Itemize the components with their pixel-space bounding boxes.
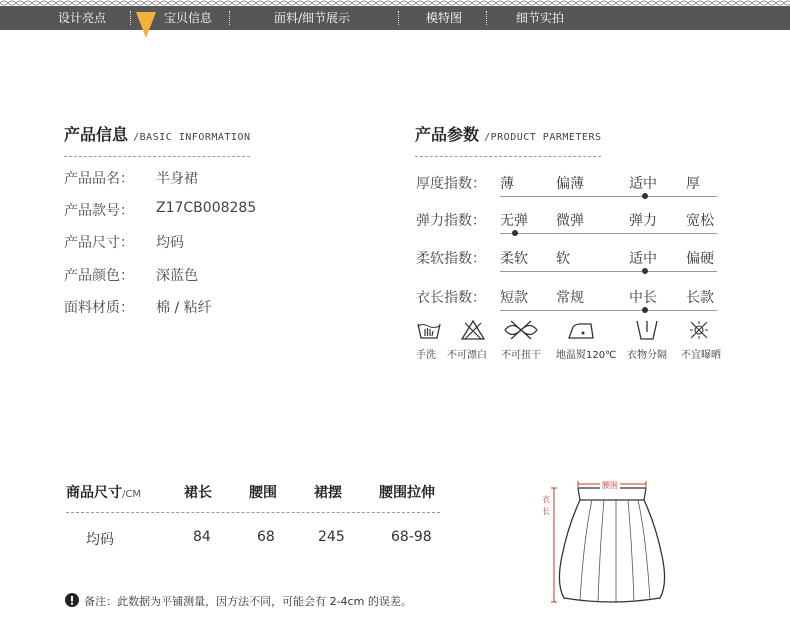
param-option: 适中 xyxy=(629,176,657,192)
size-cell: 245 xyxy=(318,529,345,545)
care-item xyxy=(503,318,539,346)
info-value-color: 深蓝色 xyxy=(156,268,198,284)
divider xyxy=(64,156,250,157)
care-label: 衣物分隔 xyxy=(627,350,667,361)
param-scale-track xyxy=(500,271,717,272)
size-header-waist-stretch: 腰围拉伸 xyxy=(379,485,435,501)
nav-item-product-info[interactable]: 宝贝信息 xyxy=(163,11,212,25)
param-option: 长款 xyxy=(686,290,714,306)
size-table-title xyxy=(66,482,141,502)
param-scale-marker xyxy=(642,307,648,313)
param-label: 弹力指数： xyxy=(416,213,486,229)
param-option: 常规 xyxy=(556,290,584,306)
info-label-name: 产品品名： xyxy=(64,171,134,187)
info-label-style-no: 产品款号： xyxy=(64,203,134,219)
note-text: 备注：此数据为平铺测量，因方法不同，可能会有 2-4cm 的误差。 xyxy=(84,595,412,608)
param-option: 无弹 xyxy=(500,213,528,229)
param-option: 宽松 xyxy=(686,213,714,229)
param-option: 薄 xyxy=(500,176,514,192)
info-value-style-no: Z17CB008285 xyxy=(156,200,257,216)
info-value-material: 棉 / 粘纤 xyxy=(156,300,212,316)
param-label: 衣长指数： xyxy=(416,290,486,306)
care-symbols xyxy=(415,318,735,366)
nav-item-model-photos[interactable]: 模特图 xyxy=(425,11,462,25)
param-scale-track xyxy=(500,196,717,197)
product-info-subtitle: /BASIC INFORMATION xyxy=(133,132,251,143)
param-scale-marker xyxy=(642,193,648,199)
param-option: 偏硬 xyxy=(686,251,714,267)
info-label-material: 面料材质： xyxy=(64,300,134,316)
size-cell: 68 xyxy=(257,529,275,545)
nav-item-fabric-details[interactable]: 面料/细节展示 xyxy=(273,11,351,25)
nav-separator xyxy=(130,11,131,25)
product-info-heading xyxy=(64,122,250,145)
care-item xyxy=(415,318,443,346)
care-label: 不宜曝晒 xyxy=(681,350,721,361)
size-header-waist: 腰围 xyxy=(249,485,277,501)
param-scale-track xyxy=(500,233,717,234)
care-item xyxy=(633,318,661,346)
param-scale-track xyxy=(500,310,717,311)
size-cell: 68-98 xyxy=(391,529,432,545)
no-sun-icon xyxy=(685,318,713,342)
active-tab-arrow-icon xyxy=(136,12,156,38)
care-label: 地温熨120℃ xyxy=(556,350,617,361)
no-bleach-icon xyxy=(459,318,487,342)
care-label: 不可扭干 xyxy=(501,350,541,361)
hand-wash-icon xyxy=(415,318,443,342)
nav-separator xyxy=(398,11,399,25)
care-label: 手洗 xyxy=(416,350,436,361)
length-measure-label-top: 衣 xyxy=(542,495,550,504)
care-label: 不可漂白 xyxy=(447,350,487,361)
param-scale-marker xyxy=(642,268,648,274)
param-label: 厚度指数： xyxy=(416,176,486,192)
care-item xyxy=(459,318,487,346)
size-row-size: 均码 xyxy=(86,532,114,548)
low-iron-icon xyxy=(565,318,599,342)
measurement-note xyxy=(65,590,412,609)
product-params-subtitle: /PRODUCT PARMETERS xyxy=(484,132,602,143)
nav-bar xyxy=(0,6,790,30)
care-item xyxy=(685,318,713,346)
product-params-title: 产品参数 xyxy=(415,125,480,144)
info-value-name: 半身裙 xyxy=(156,171,198,187)
param-option: 偏薄 xyxy=(556,176,584,192)
param-option: 柔软 xyxy=(500,251,528,267)
length-measure-label-bottom: 长 xyxy=(542,507,550,516)
separate-wash-icon xyxy=(633,318,661,342)
param-option: 弹力 xyxy=(629,213,657,229)
info-label-color: 产品颜色： xyxy=(64,268,134,284)
top-navigation xyxy=(0,0,790,34)
divider xyxy=(66,512,440,513)
param-option: 微弹 xyxy=(556,213,584,229)
nav-separator xyxy=(229,11,230,25)
size-table-unit: /CM xyxy=(122,489,141,500)
divider xyxy=(415,156,601,157)
size-cell: 84 xyxy=(193,529,211,545)
param-option: 厚 xyxy=(686,176,700,192)
param-label: 柔软指数： xyxy=(416,251,486,267)
size-table-unit-label: 商品尺寸 xyxy=(66,485,122,501)
product-params-heading xyxy=(415,122,601,145)
param-option: 短款 xyxy=(500,290,528,306)
nav-item-detail-photos[interactable]: 细节实拍 xyxy=(515,11,564,25)
waist-measure-label: 腰围 xyxy=(602,481,618,490)
nav-item-design-highlights[interactable]: 设计亮点 xyxy=(57,11,106,25)
param-option: 软 xyxy=(556,251,570,267)
skirt-measurement-diagram xyxy=(538,476,678,608)
product-info-title: 产品信息 xyxy=(64,125,129,144)
param-scale-marker xyxy=(512,230,518,236)
info-value-size: 均码 xyxy=(156,235,184,251)
no-wring-icon xyxy=(503,318,539,342)
param-option: 中长 xyxy=(629,290,657,306)
info-label-size: 产品尺寸： xyxy=(64,235,134,251)
warning-icon xyxy=(65,593,79,607)
size-header-hem: 裙摆 xyxy=(314,485,342,501)
param-option: 适中 xyxy=(629,251,657,267)
nav-separator xyxy=(486,11,487,25)
size-header-length: 裙长 xyxy=(184,485,212,501)
skirt-icon xyxy=(538,476,678,608)
care-item xyxy=(565,318,599,346)
